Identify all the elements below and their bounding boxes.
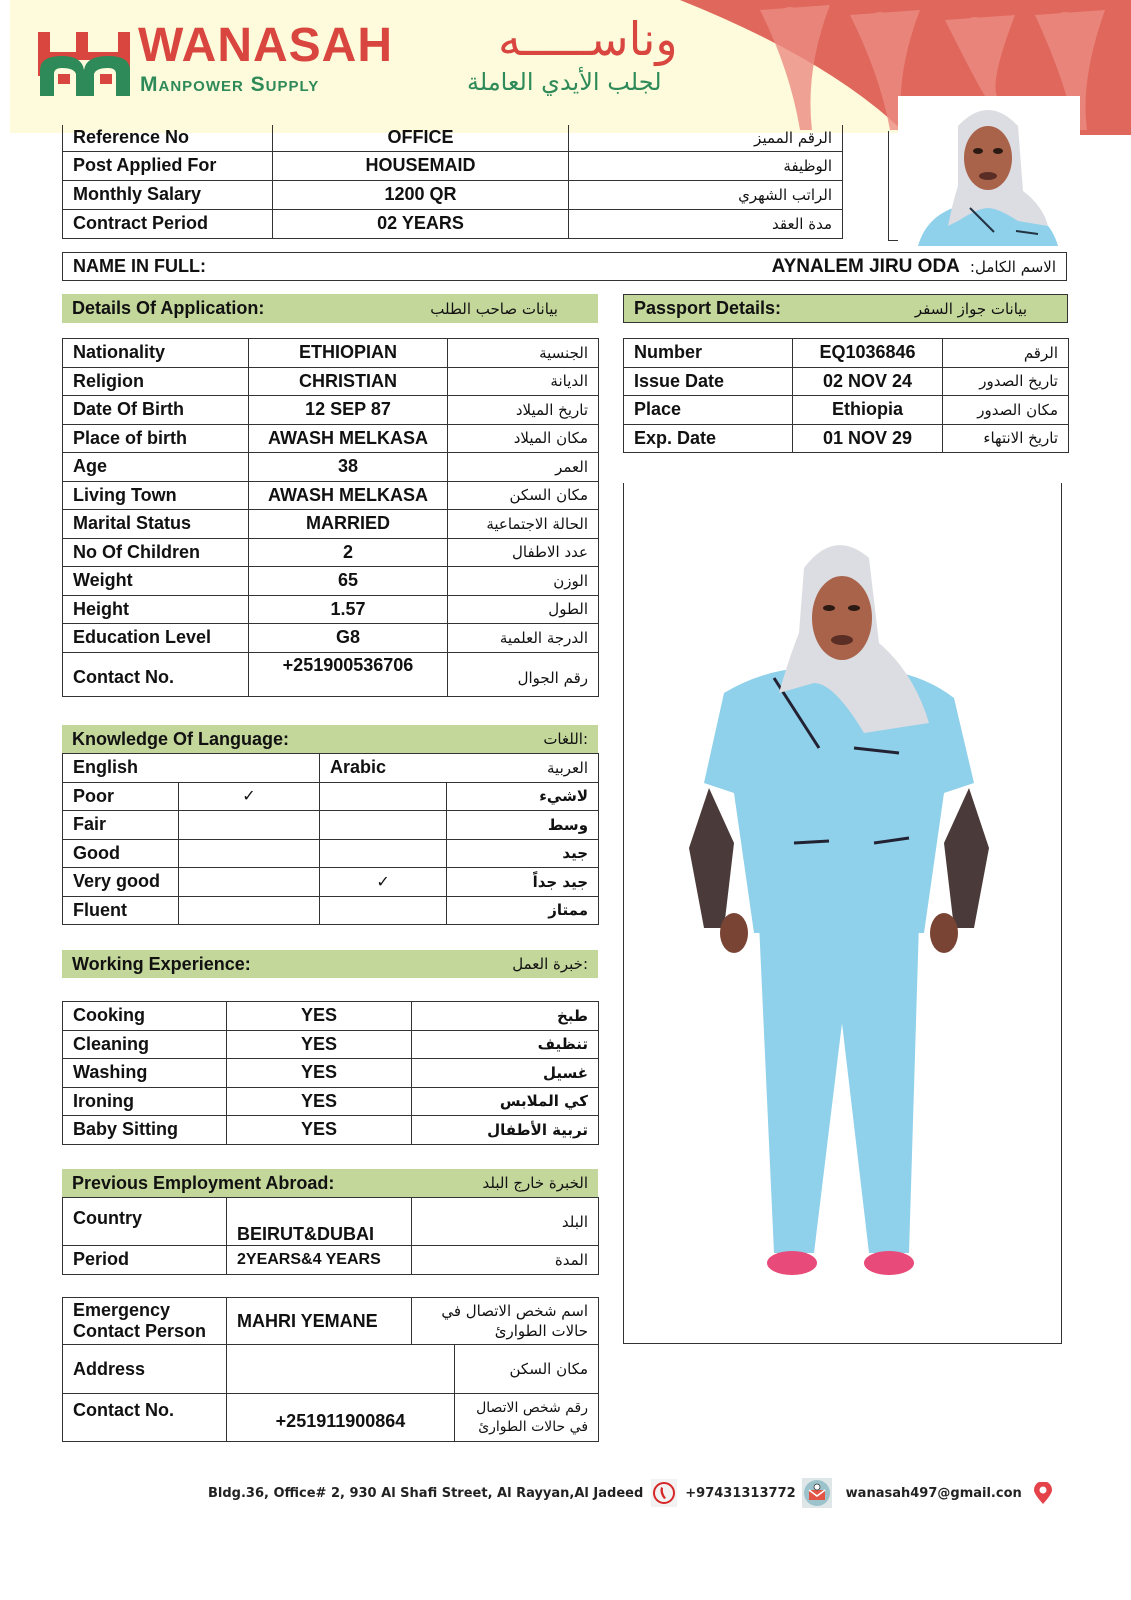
row-label: Cleaning [63, 1030, 227, 1059]
row-label-arabic: تنظيف [412, 1030, 599, 1059]
table-row [63, 567, 599, 596]
row-label: Place of birth [63, 424, 249, 453]
table-row [63, 151, 843, 180]
section-title: Details Of Application: [72, 298, 265, 318]
table-row [63, 624, 599, 653]
row-label: Cooking [63, 1002, 227, 1031]
section-title: Knowledge Of Language: [72, 728, 290, 749]
row-value: 38 [249, 453, 448, 482]
table-row [63, 180, 843, 209]
row-label-arabic: تاريخ الصدور [943, 367, 1069, 396]
table-row [63, 1298, 599, 1345]
photo-frame-mark [888, 131, 898, 241]
row-label: Monthly Salary [63, 180, 273, 209]
row-label-arabic: مدة العقد [569, 209, 843, 238]
full-name-value: AYNALEM JIRU ODA [771, 255, 960, 277]
row-value: EQ1036846 [793, 339, 943, 368]
section-title: Previous Employment Abroad: [72, 1172, 335, 1193]
language-level-row [63, 868, 599, 897]
row-label-arabic: المدة [412, 1246, 599, 1275]
row-label: Nationality [63, 339, 249, 368]
language-level-row [63, 811, 599, 840]
row-value: AWASH MELKASA [249, 424, 448, 453]
row-label: Contract Period [63, 209, 273, 238]
details-table [62, 338, 599, 697]
table-row [624, 396, 1069, 425]
row-value: BEIRUT&DUBAI [227, 1198, 412, 1246]
row-value: YES [227, 1059, 412, 1088]
mail-icon [802, 1478, 832, 1508]
table-row [63, 424, 599, 453]
row-label-arabic: الديانة [448, 367, 599, 396]
passport-section-header [623, 294, 1068, 323]
table-row [63, 1394, 599, 1442]
row-value: OFFICE [273, 125, 569, 151]
level-label: Fluent [63, 896, 179, 925]
row-label-arabic: كي الملابس [412, 1087, 599, 1116]
row-value: G8 [249, 624, 448, 653]
details-section-header [62, 294, 598, 323]
row-value: MAHRI YEMANE [227, 1298, 412, 1345]
arabic-check-cell [320, 839, 447, 868]
row-label-arabic: تاريخ الميلاد [448, 396, 599, 425]
person-portrait-icon [898, 96, 1080, 246]
row-label: Age [63, 453, 249, 482]
column-header-arabic-ar: العربية [447, 754, 599, 783]
row-label-arabic: الراتب الشهري [569, 180, 843, 209]
row-value: YES [227, 1116, 412, 1145]
row-value: 12 SEP 87 [249, 396, 448, 425]
row-label: Exp. Date [624, 424, 793, 453]
row-label-arabic: الحالة الاجتماعية [448, 510, 599, 539]
row-label-arabic: الدرجة العلمية [448, 624, 599, 653]
row-label-arabic: اسم شخص الاتصال في حالات الطوارئ [412, 1298, 599, 1345]
row-value: 2YEARS&4 YEARS [227, 1246, 412, 1275]
table-row [63, 1002, 599, 1031]
table-row [63, 595, 599, 624]
row-label: Period [63, 1246, 227, 1275]
row-value [227, 1345, 455, 1394]
row-label: Number [624, 339, 793, 368]
row-value: 1200 QR [273, 180, 569, 209]
column-header-arabic: Arabic [320, 754, 447, 783]
row-label: Date Of Birth [63, 396, 249, 425]
row-label-arabic: البلد [412, 1198, 599, 1246]
row-label-arabic: عدد الاطفال [448, 538, 599, 567]
wanasah-logo-icon [38, 30, 132, 96]
row-label: Religion [63, 367, 249, 396]
phone-icon [649, 1478, 679, 1508]
row-label-arabic: غسيل [412, 1059, 599, 1088]
brand-name: WANASAH [138, 19, 393, 72]
row-label-arabic: الوزن [448, 567, 599, 596]
row-label-arabic: طبخ [412, 1002, 599, 1031]
job-summary-table [62, 125, 843, 239]
table-row [63, 538, 599, 567]
row-label: Issue Date [624, 367, 793, 396]
section-title-arabic: :اللغات [543, 730, 588, 748]
level-label-arabic: لاشيء [447, 782, 599, 811]
english-check-cell [179, 839, 320, 868]
english-check-cell [179, 896, 320, 925]
table-row [63, 1246, 599, 1275]
row-label: Ironing [63, 1087, 227, 1116]
row-label: Height [63, 595, 249, 624]
row-label-arabic: تربية الأطفال [412, 1116, 599, 1145]
row-value: CHRISTIAN [249, 367, 448, 396]
table-row [63, 510, 599, 539]
row-value: Ethiopia [793, 396, 943, 425]
level-label-arabic: جيد جداً [447, 868, 599, 897]
table-header-row [63, 754, 599, 783]
row-label: No Of Children [63, 538, 249, 567]
arabic-check-cell: ✓ [320, 868, 447, 897]
language-level-row [63, 839, 599, 868]
row-value: 01 NOV 29 [793, 424, 943, 453]
row-value: YES [227, 1030, 412, 1059]
footer-phone[interactable]: +97431313772 [685, 1485, 796, 1501]
brand-name-arabic: وناســـــه [498, 12, 678, 66]
row-value: MARRIED [249, 510, 448, 539]
row-value: 1.57 [249, 595, 448, 624]
row-value: 2 [249, 538, 448, 567]
section-title-arabic: بيانات جواز السفر [914, 299, 1027, 318]
table-row [63, 125, 843, 151]
row-label-arabic: الوظيفة [569, 151, 843, 180]
row-label-arabic: مكان السكن [455, 1345, 599, 1394]
full-body-photo [623, 483, 1062, 1344]
table-row [63, 652, 599, 696]
row-value: 02 NOV 24 [793, 367, 943, 396]
row-label: Reference No [63, 125, 273, 151]
row-label: Education Level [63, 624, 249, 653]
arabic-check-cell [320, 811, 447, 840]
full-name-box [62, 252, 1067, 281]
row-value: ETHIOPIAN [249, 339, 448, 368]
row-label-arabic: رقم الجوال [448, 652, 599, 696]
row-label-arabic: تاريخ الانتهاء [943, 424, 1069, 453]
level-label-arabic: ممتاز [447, 896, 599, 925]
language-section-header [62, 725, 598, 753]
row-label: Emergency Contact Person [63, 1298, 227, 1345]
experience-section-header [62, 950, 598, 978]
row-value: 02 YEARS [273, 209, 569, 238]
english-check-cell [179, 811, 320, 840]
section-title-arabic: الخبرة خارج البلد [482, 1174, 588, 1192]
row-label: Country [63, 1198, 227, 1246]
row-label-arabic: الرقم المميز [569, 125, 843, 151]
row-label-arabic: الجنسية [448, 339, 599, 368]
row-value: +251911900864 [227, 1394, 455, 1442]
table-row [63, 453, 599, 482]
level-label-arabic: وسط [447, 811, 599, 840]
emergency-contact-table [62, 1297, 599, 1442]
row-label: Weight [63, 567, 249, 596]
table-row [624, 339, 1069, 368]
row-label: Post Applied For [63, 151, 273, 180]
table-row [63, 1059, 599, 1088]
table-row [63, 396, 599, 425]
row-label-arabic: الطول [448, 595, 599, 624]
table-row [63, 1345, 599, 1394]
row-label: Living Town [63, 481, 249, 510]
section-title-arabic: بيانات صاحب الطلب [430, 299, 558, 318]
location-pin-icon [1028, 1478, 1058, 1508]
row-label: Washing [63, 1059, 227, 1088]
row-label-arabic: العمر [448, 453, 599, 482]
brand-tagline: Manpower Supply [140, 73, 320, 96]
language-level-row [63, 782, 599, 811]
experience-table [62, 1001, 599, 1145]
row-value: YES [227, 1002, 412, 1031]
row-value: +251900536706 [249, 652, 448, 696]
previous-employment-table [62, 1197, 599, 1275]
level-label: Good [63, 839, 179, 868]
row-label-arabic: الرقم [943, 339, 1069, 368]
row-label: Contact No. [63, 1394, 227, 1442]
row-label: Baby Sitting [63, 1116, 227, 1145]
level-label: Very good [63, 868, 179, 897]
table-row [624, 367, 1069, 396]
row-label-arabic: مكان السكن [448, 481, 599, 510]
english-check-cell: ✓ [179, 782, 320, 811]
column-header-english: English [63, 754, 320, 783]
footer-address: Bldg.36, Office# 2, 930 Al Shafi Street, Al Rayyan,Al Jadeed [208, 1485, 644, 1501]
passport-table [623, 338, 1069, 453]
footer-contact-bar [208, 1477, 1064, 1509]
section-title: Working Experience: [72, 953, 251, 974]
table-row [63, 1087, 599, 1116]
passport-photo [898, 96, 1080, 246]
section-title: Passport Details: [634, 298, 782, 318]
row-label: Address [63, 1345, 227, 1394]
arabic-check-cell [320, 896, 447, 925]
row-value: AWASH MELKASA [249, 481, 448, 510]
person-full-body-icon [624, 483, 1062, 1344]
table-row [63, 209, 843, 238]
row-label: Place [624, 396, 793, 425]
footer-email[interactable]: wanasah497@gmail.con [845, 1485, 1022, 1501]
english-check-cell [179, 868, 320, 897]
table-row [63, 339, 599, 368]
table-row [624, 424, 1069, 453]
row-label-arabic: مكان الصدور [943, 396, 1069, 425]
row-value: YES [227, 1087, 412, 1116]
row-value: 65 [249, 567, 448, 596]
level-label: Poor [63, 782, 179, 811]
brand-tagline-arabic: لجلب الأيدي العاملة [467, 68, 662, 96]
arabic-check-cell [320, 782, 447, 811]
row-label-arabic: مكان الميلاد [448, 424, 599, 453]
full-name-label-arabic: الاسم الكامل: [969, 257, 1056, 276]
language-table [62, 753, 599, 925]
previous-employment-section-header [62, 1169, 598, 1197]
row-label: Contact No. [63, 652, 249, 696]
table-row [63, 367, 599, 396]
row-label: Marital Status [63, 510, 249, 539]
level-label: Fair [63, 811, 179, 840]
section-title-arabic: :خبرة العمل [512, 955, 588, 973]
table-row [63, 1116, 599, 1145]
row-value: HOUSEMAID [273, 151, 569, 180]
row-label-arabic: رقم شخص الاتصال في حالات الطوارئ [455, 1394, 599, 1442]
full-name-label: NAME IN FULL: [73, 256, 206, 276]
table-row [63, 1198, 599, 1246]
level-label-arabic: جيد [447, 839, 599, 868]
table-row [63, 481, 599, 510]
language-level-row [63, 896, 599, 925]
table-row [63, 1030, 599, 1059]
